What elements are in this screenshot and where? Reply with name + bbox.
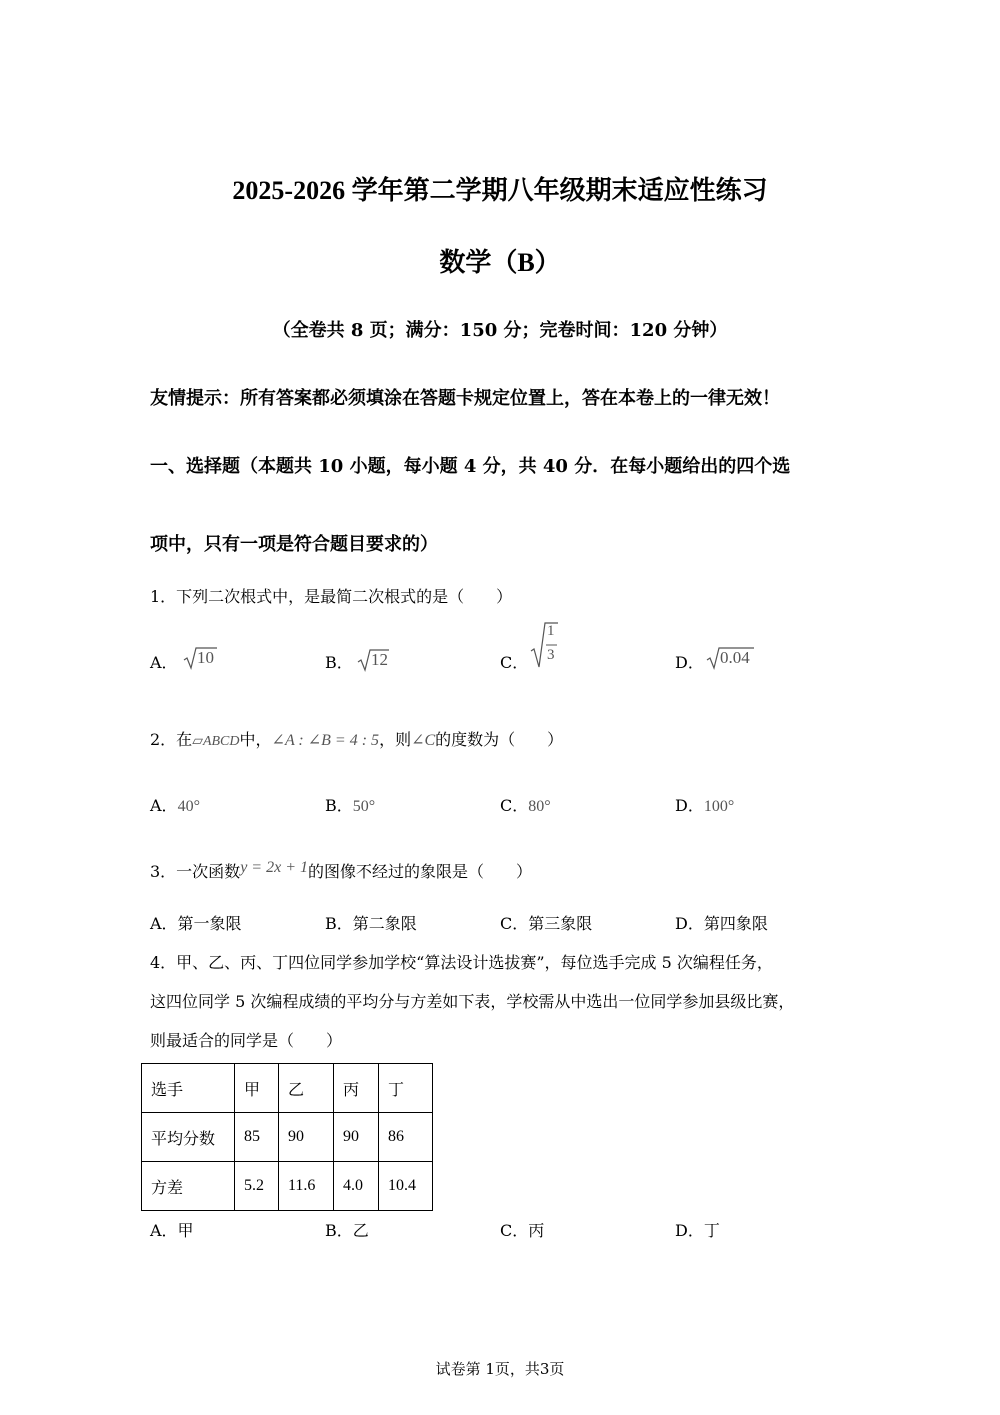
q2-stem (150, 727, 563, 750)
q1-option-a-sqrt (183, 646, 217, 670)
q1-option-c-denominator: 3 (547, 647, 555, 663)
q4-score-table (141, 1063, 433, 1211)
q3-stem (150, 859, 532, 882)
section1-heading-line2: 项中，只有一项是符合题目要求的） (150, 534, 438, 555)
q3-option-d: D．第四象限 (675, 914, 768, 933)
q4-stem-line3: 则最适合的同学是（ ） (150, 1031, 343, 1050)
notice: 友情提示：所有答案都必须填涂在答题卡规定位置上，答在本卷上的一律无效！ (150, 388, 780, 409)
table-cell: 10.4 (379, 1162, 433, 1211)
table-header-cell: 选手 (142, 1064, 235, 1113)
q2-ratio: ∠A : ∠B = 4 : 5 (271, 732, 380, 749)
table-cell: 11.6 (279, 1162, 334, 1211)
page-footer: 试卷第 1页，共3页 (435, 1360, 565, 1378)
q2-option-d-value: 100° (703, 798, 735, 815)
q2-option-b-value: 50° (352, 798, 376, 815)
exam-title: 2025-2026 学年第二学期八年级期末适应性练习 (232, 176, 768, 205)
q4-stem-line2: 这四位同学 5 次编程成绩的平均分与方差如下表，学校需从中选出一位同学参加县级比赛， (150, 992, 795, 1011)
table-cell: 90 (334, 1113, 379, 1162)
q2-stem-mid: 中， (239, 730, 272, 749)
q2-stem-then: ，则 (379, 730, 412, 749)
q2-angle: ∠C (411, 732, 436, 749)
table-cell: 90 (279, 1113, 334, 1162)
q3-option-a: A．第一象限 (150, 914, 242, 933)
q1-option-c-numerator: 1 (547, 623, 555, 639)
q1-option-a-value: 10 (197, 648, 214, 667)
q2-parallelogram: ▱ABCD (192, 734, 240, 749)
q1-option-b-sqrt (357, 648, 389, 672)
q1-option-c-label: C． (500, 653, 529, 672)
q2-option-c: C．80° (500, 796, 551, 815)
section1-heading-line1: 一、选择题（本题共 10 小题，每小题 4 分，共 40 分．在每小题给出的四个选 (150, 456, 791, 477)
table-header-cell: 丁 (379, 1064, 433, 1113)
table-header-cell: 乙 (279, 1064, 334, 1113)
q4-stem-line1: 4．甲、乙、丙、丁四位同学参加学校“算法设计选拔赛”，每位选手完成 5 次编程任务， (150, 953, 773, 972)
table-cell: 86 (379, 1113, 433, 1162)
q4-option-b: B．乙 (325, 1221, 369, 1240)
table-cell: 85 (235, 1113, 279, 1162)
q1-option-c-sqrt (530, 621, 558, 669)
q3-option-c: C．第三象限 (500, 914, 593, 933)
q3-option-b: B．第二象限 (325, 914, 417, 933)
table-cell: 平均分数 (142, 1113, 235, 1162)
table-cell: 4.0 (334, 1162, 379, 1211)
q1-option-d-value: 0.04 (720, 648, 750, 667)
table-header-row (142, 1064, 433, 1113)
q1-option-b-label: B． (325, 653, 353, 672)
q2-option-a-value: 40° (177, 798, 200, 815)
q4-option-d: D．丁 (675, 1221, 720, 1240)
table-row (142, 1113, 433, 1162)
q3-formula: y = 2x + 1 (240, 859, 308, 876)
q2-option-c-value: 80° (528, 798, 551, 815)
q2-option-a: A．40° (150, 796, 200, 815)
q2-stem-prefix: 2．在 (150, 730, 193, 749)
q1-stem: 1．下列二次根式中，是最简二次根式的是（ ） (150, 587, 513, 606)
q4-option-c: C．丙 (500, 1221, 545, 1240)
q3-stem-prefix: 3．一次函数 (150, 862, 241, 881)
q2-option-d: D．100° (675, 796, 735, 815)
table-header-cell: 丙 (334, 1064, 379, 1113)
q1-option-d-label: D． (675, 653, 704, 672)
table-cell: 5.2 (235, 1162, 279, 1211)
exam-info: （全卷共 8 页；满分：150 分；完卷时间：120 分钟） (272, 320, 728, 341)
q1-option-d-sqrt (706, 646, 754, 670)
q1-option-a-label: A． (150, 653, 178, 672)
q2-stem-suffix: 的度数为（ ） (435, 730, 564, 749)
q4-option-a: A．甲 (150, 1221, 194, 1240)
q1-option-b-value: 12 (371, 650, 388, 669)
table-cell: 方差 (142, 1162, 235, 1211)
q2-option-b: B．50° (325, 796, 376, 815)
q3-stem-suffix: 的图像不经过的象限是（ ） (307, 862, 532, 881)
exam-subtitle: 数学（B） (439, 248, 561, 277)
table-header-cell: 甲 (235, 1064, 279, 1113)
table-row (142, 1162, 433, 1211)
